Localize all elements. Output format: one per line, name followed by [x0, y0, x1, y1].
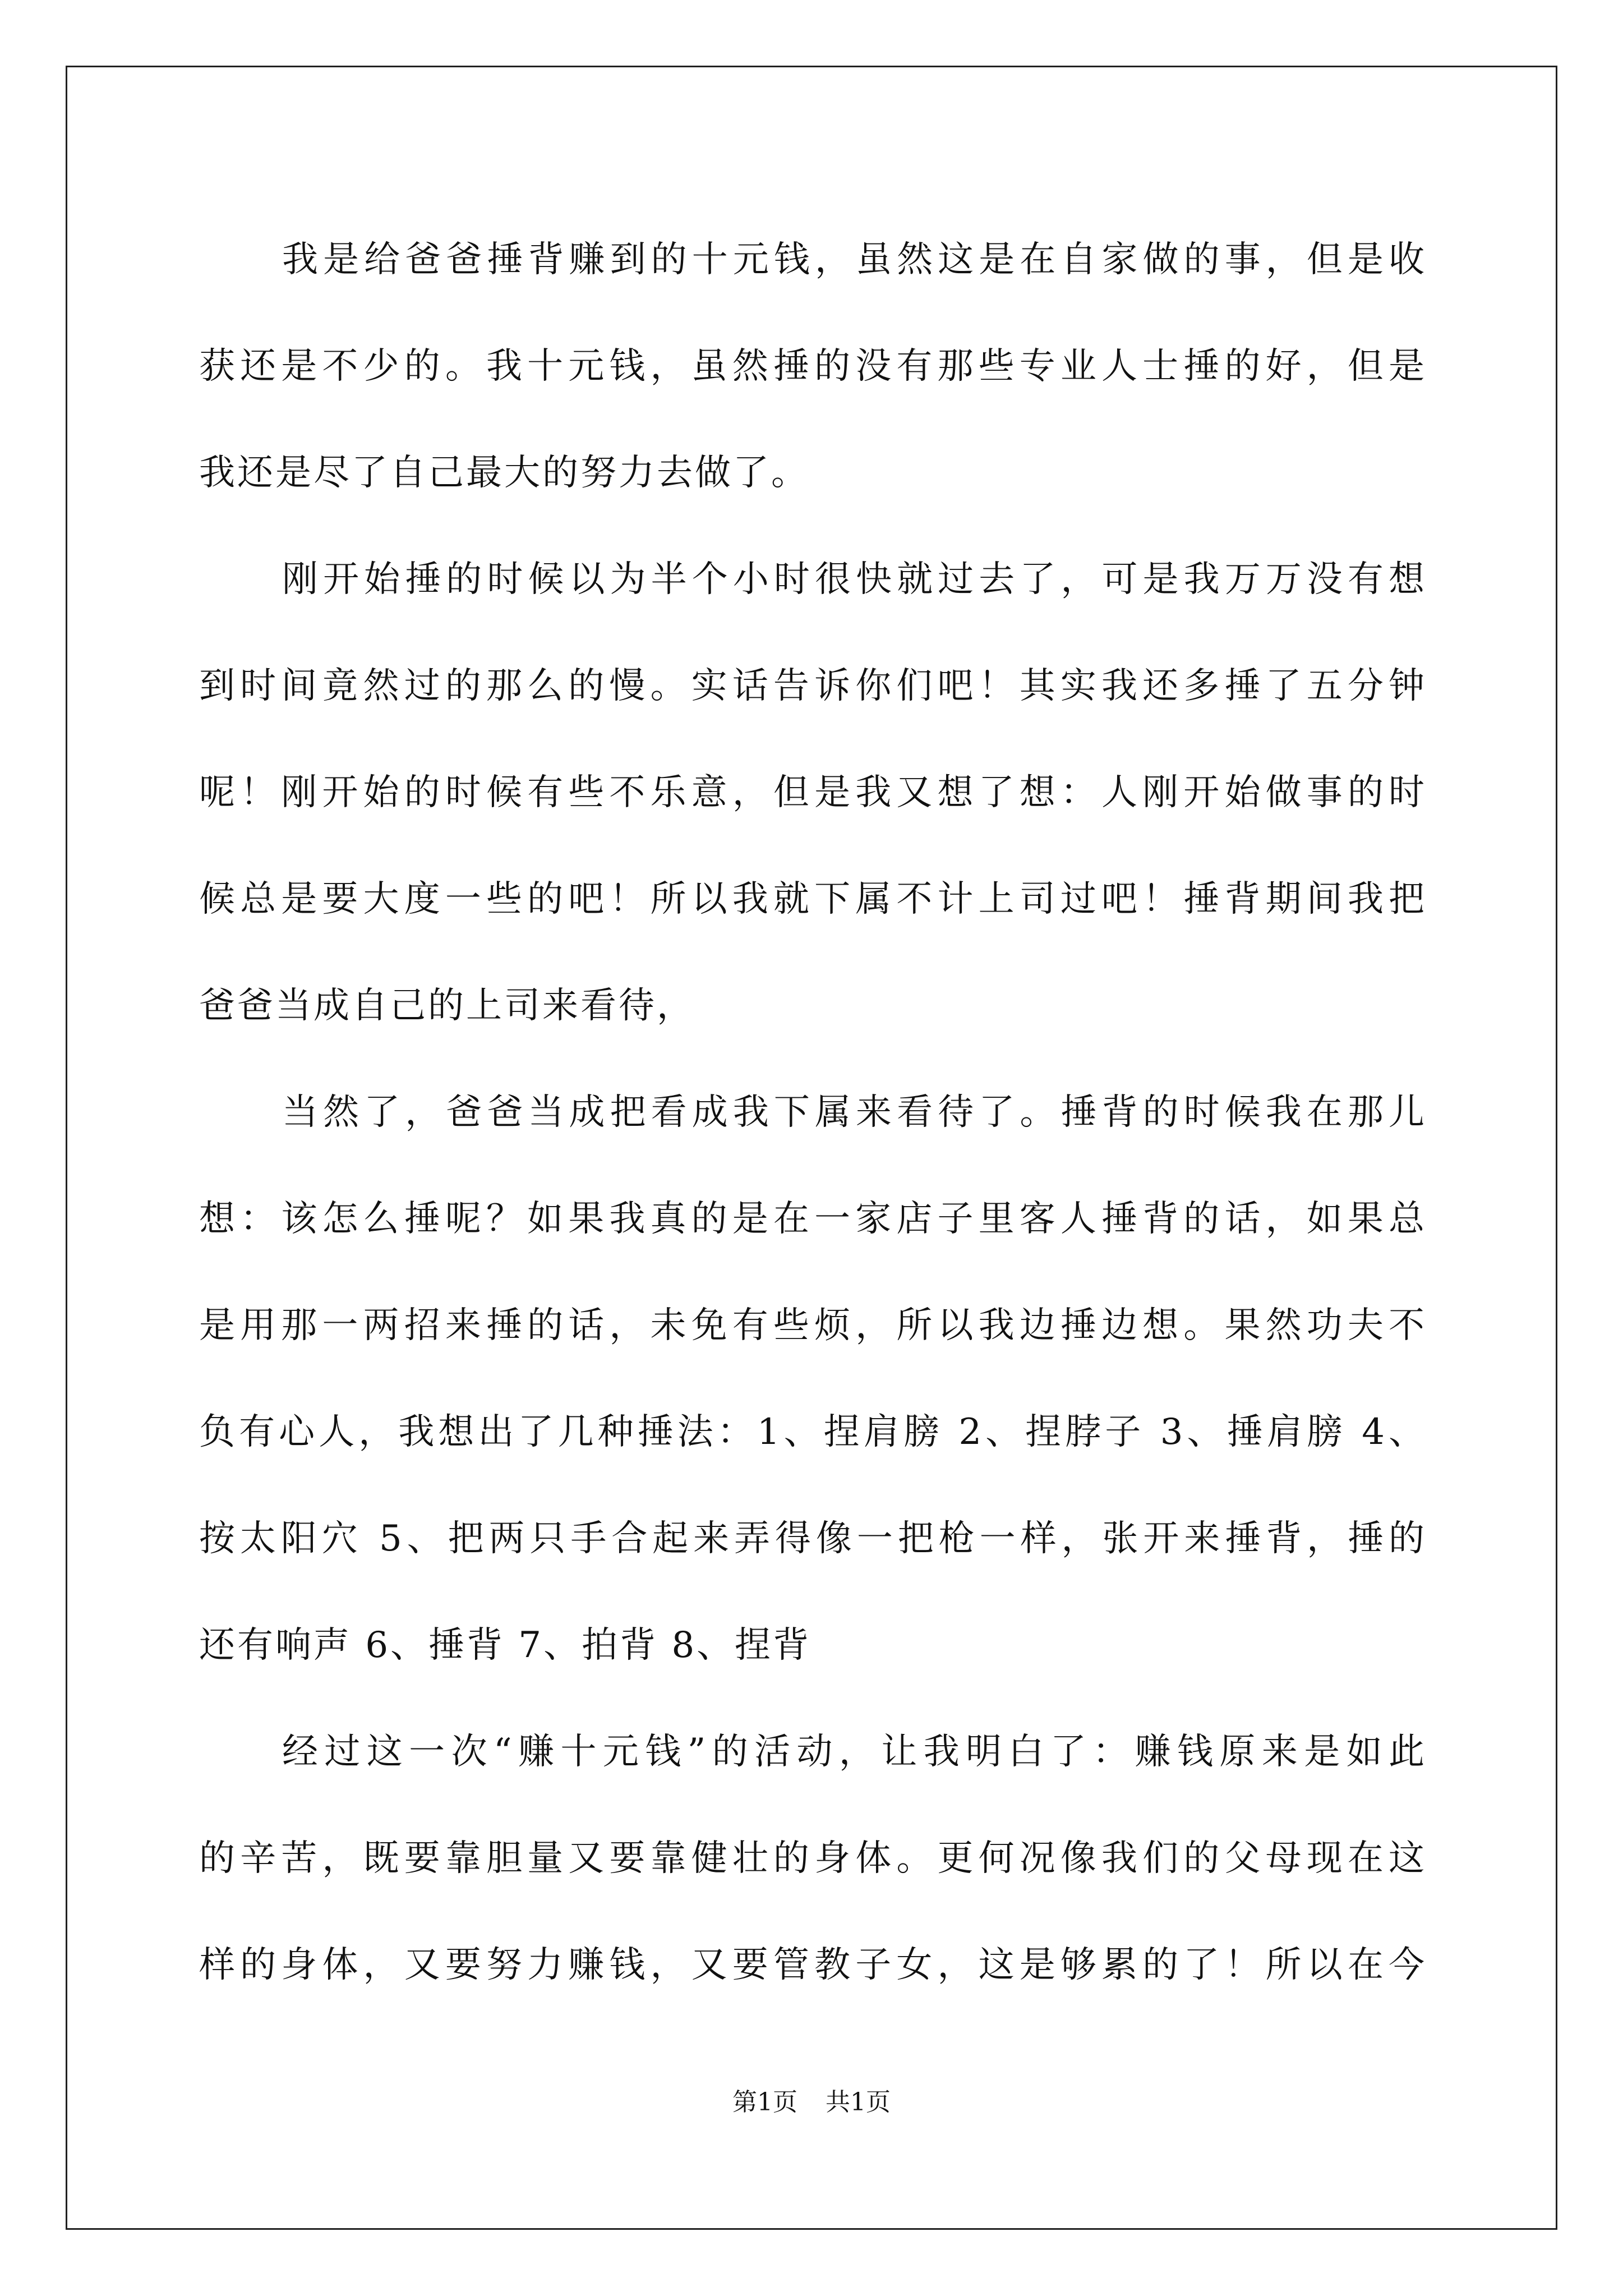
page-footer — [0, 2086, 1623, 2119]
text-line: 想：该怎么捶呢？如果我真的是在一家店子里客人捶背的话，如果总 — [199, 1198, 1424, 1240]
text-line: 我是给爸爸捶背赚到的十元钱，虽然这是在自家做的事，但是收 — [282, 239, 1424, 280]
text-line: 我还是尽了自己最大的努力去做了。 — [199, 452, 809, 494]
text-line: 按太阳穴 5、把两只手合起来弄得像一把枪一样，张开来捶背，捶的 — [199, 1518, 1424, 1559]
document-body — [199, 206, 1424, 2018]
text-line: 到时间竟然过的那么的慢。实话告诉你们吧！其实我还多捶了五分钟 — [199, 665, 1424, 707]
text-line: 获还是不少的。我十元钱，虽然捶的没有那些专业人士捶的好，但是 — [199, 346, 1424, 387]
text-line: 候总是要大度一些的吧！所以我就下属不计上司过吧！捶背期间我把 — [199, 878, 1424, 920]
text-line: 是用那一两招来捶的话，未免有些烦，所以我边捶边想。果然功夫不 — [199, 1305, 1424, 1346]
text-line: 负有心人，我想出了几种捶法：1、捏肩膀 2、捏脖子 3、捶肩膀 4、 — [199, 1411, 1424, 1453]
text-line: 还有响声 6、捶背 7、拍背 8、捏背 — [199, 1625, 811, 1666]
text-line: 经过这一次“赚十元钱”的活动，让我明白了：赚钱原来是如此 — [282, 1731, 1424, 1773]
page-number-total: 共1页 — [826, 2088, 891, 2116]
text-line: 样的身体，又要努力赚钱，又要管教子女，这是够累的了！所以在今 — [199, 1944, 1424, 1986]
text-line: 呢！刚开始的时候有些不乐意，但是我又想了想：人刚开始做事的时 — [199, 772, 1424, 813]
text-line: 的辛苦，既要靠胆量又要靠健壮的身体。更何况像我们的父母现在这 — [199, 1838, 1424, 1879]
text-line: 刚开始捶的时候以为半个小时很快就过去了，可是我万万没有想 — [282, 559, 1424, 600]
text-line: 爸爸当成自己的上司来看待， — [199, 985, 695, 1027]
text-line: 当然了，爸爸当成把看成我下属来看待了。捶背的时候我在那儿 — [282, 1092, 1424, 1133]
page-number-current: 第1页 — [732, 2088, 797, 2116]
